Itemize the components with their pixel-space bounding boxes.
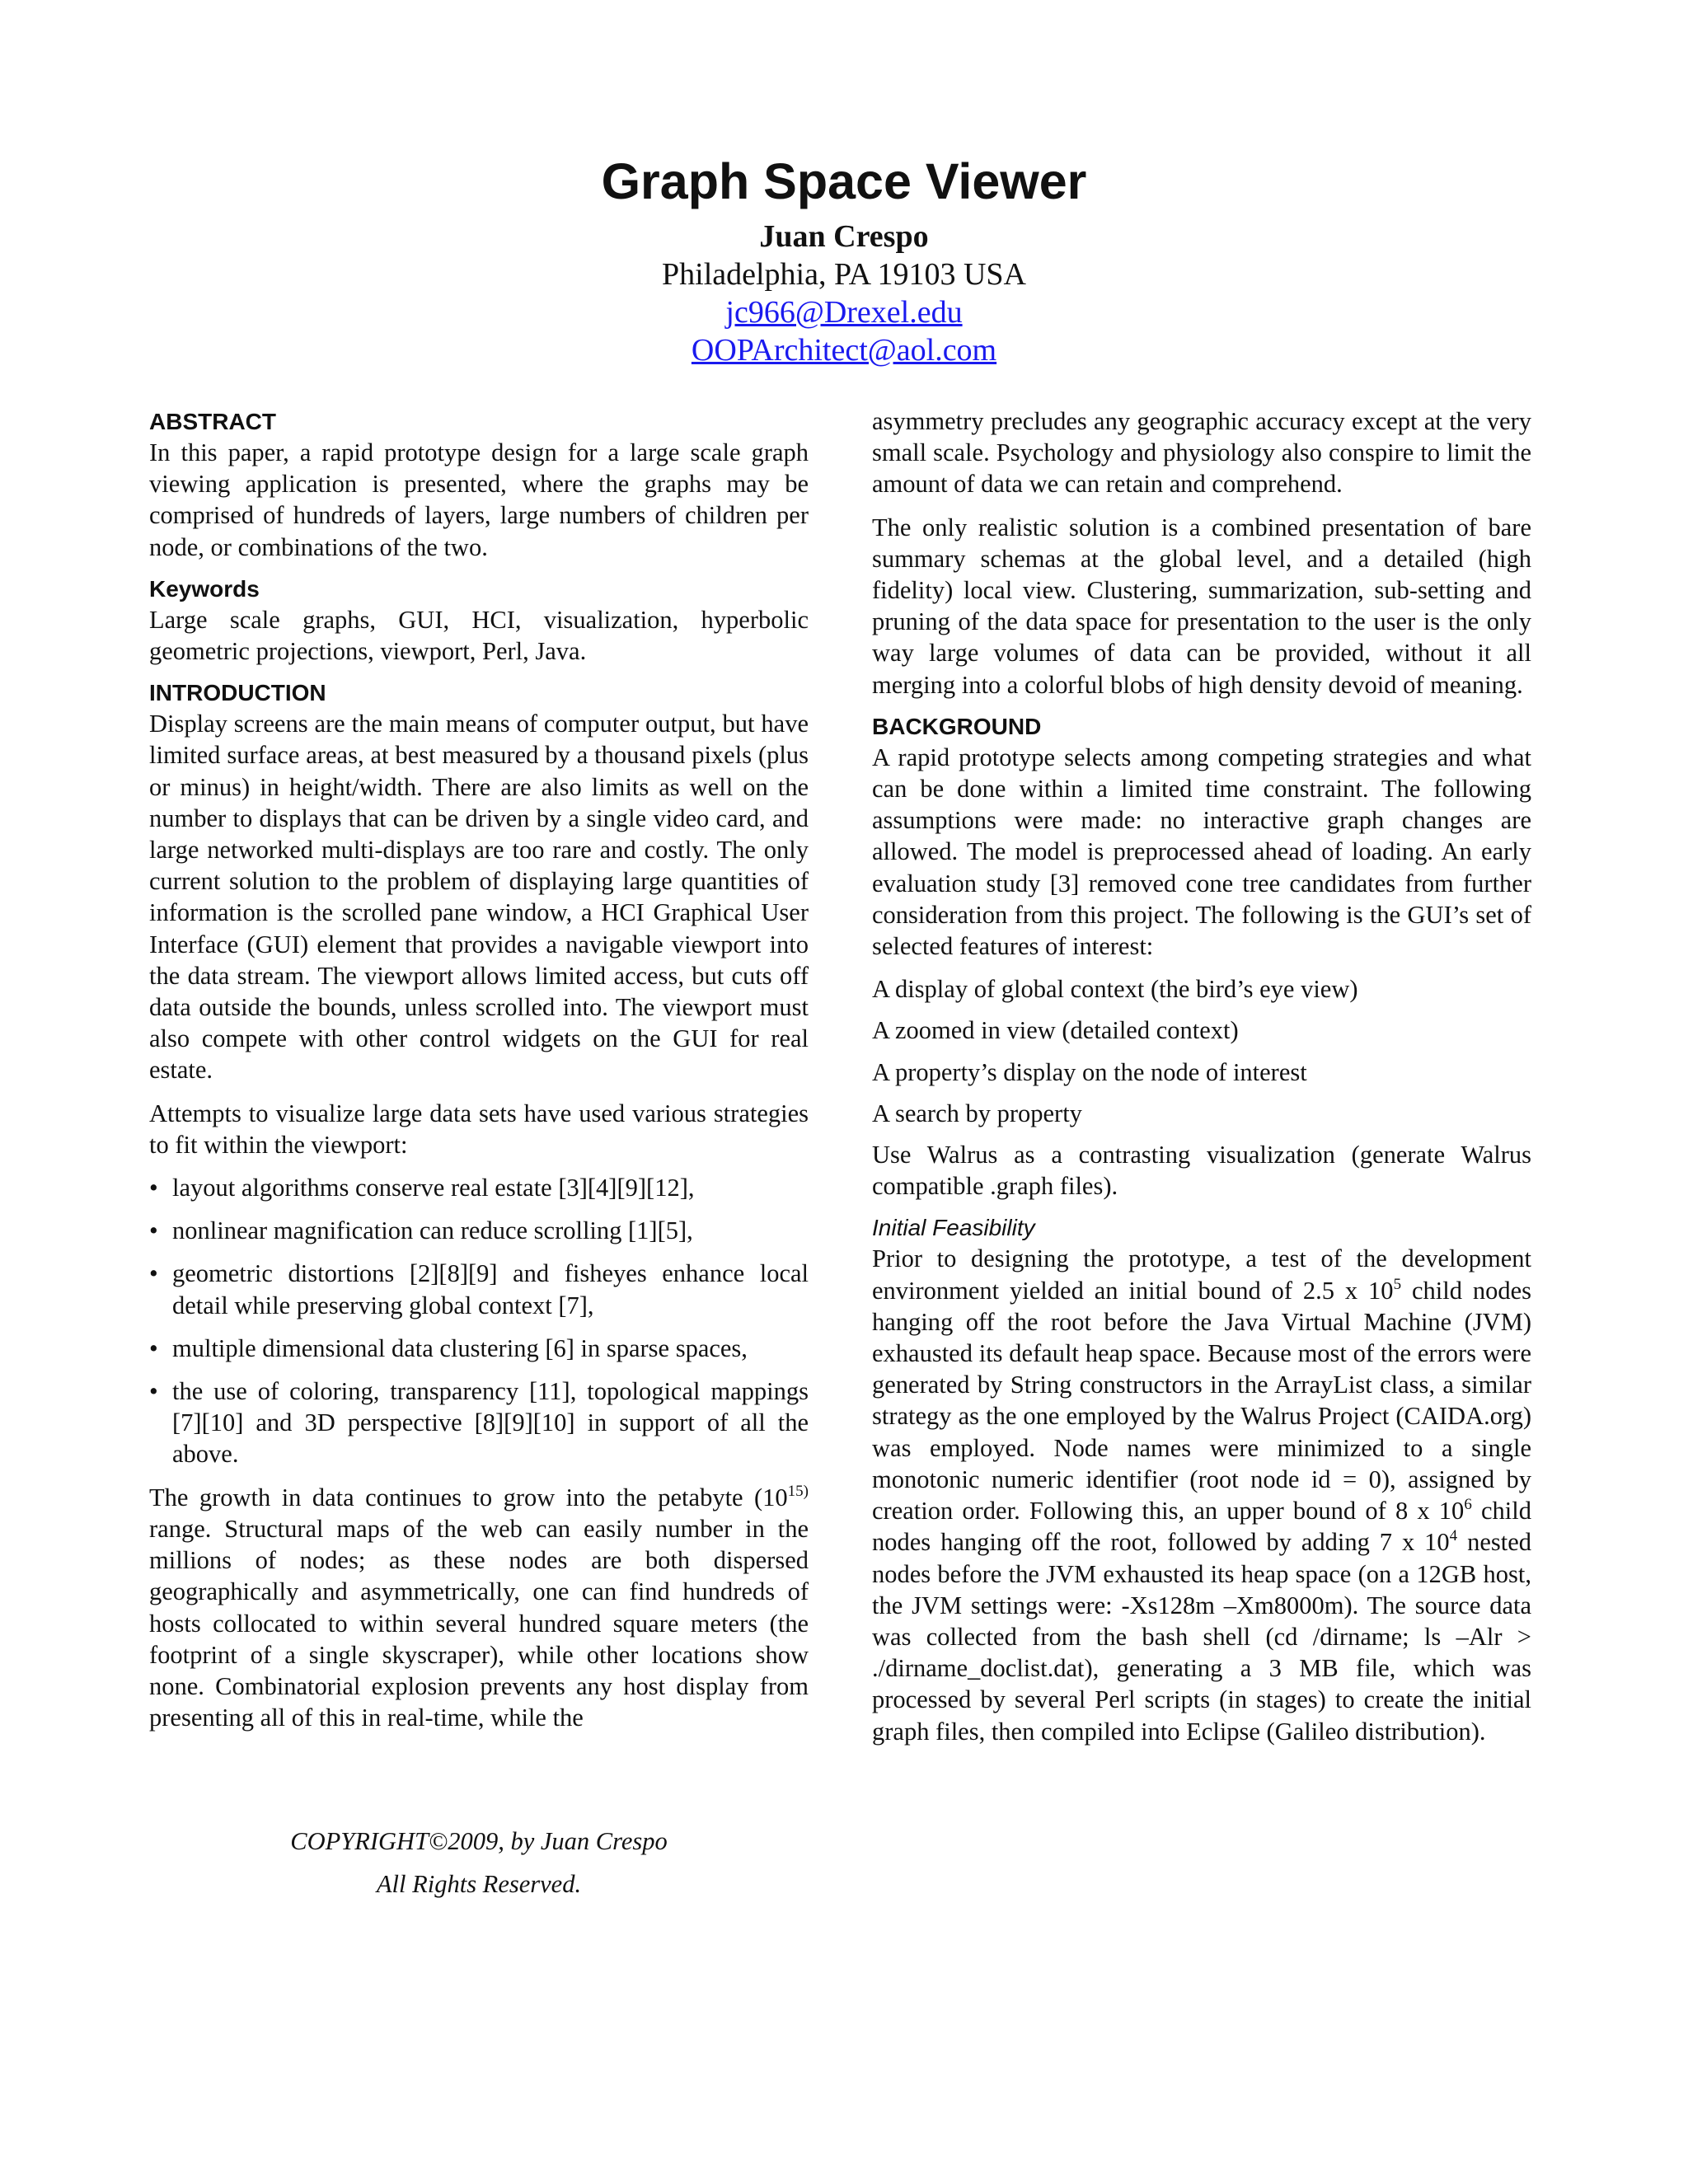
introduction-paragraph-1: Display screens are the main means of computer output, but have limited surface areas, at best measured by a thousand pixels (plus or minus) in height/width. There are also limits as well on the number to displays that can be driven by a single video card, and large networked multi-displays are too rare and costly. The only current solution to the problem of displaying large quantities of information is the scrolled pane window, a HCI Graphical User Interface (GUI) element that provides a navigable viewport into the data stream. The viewport allows limited access, but cuts off data outside the bounds, unless scrolled into. The viewport must also compete with other control widgets on the GUI for real estate.	[149, 710, 809, 1085]
paper-title: Graph Space Viewer	[601, 153, 1087, 209]
email-link-aol[interactable]: OOPArchitect@aol.com	[691, 333, 997, 368]
list-item: • layout algorithms conserve real estate [3][4][9][12],	[149, 1172, 809, 1203]
introduction-paragraph-4: asymmetry precludes any geographic accuracy except at the very small scale. Psychology and physiology also conspire to limit the amount of data we can retain and comprehend.	[872, 407, 1531, 499]
copyright-notice	[149, 1820, 809, 1905]
list-item: • the use of coloring, transparency [11], topological mappings [7][10] and 3D perspective [8][9][10] in support of all the above.	[149, 1376, 809, 1470]
feature-item: A search by property	[872, 1099, 1082, 1127]
right-column	[872, 405, 1531, 1759]
list-item: • nonlinear magnification can reduce scrolling [1][5],	[149, 1215, 809, 1246]
paper-header	[0, 147, 1688, 369]
left-column	[149, 407, 809, 1745]
abstract-text: In this paper, a rapid prototype design for a large scale graph viewing application is presented, where the graphs may be comprised of hundreds of layers, large numbers of children per node, or combinations of the two.	[149, 438, 809, 561]
keywords-text: Large scale graphs, GUI, HCI, visualization, hyperbolic geometric projections, viewport, Perl, Java.	[149, 605, 809, 666]
introduction-paragraph-2: Attempts to visualize large data sets have used various strategies to fit within the viewport:	[149, 1099, 809, 1159]
background-heading: BACKGROUND	[872, 713, 1042, 739]
introduction-paragraph-5: The only realistic solution is a combined presentation of bare summary schemas at the global level, and a detailed (high fidelity) local view. Clustering, summarization, sub-setting and pruning of the data space for presentation to the user is the only way large volumes of data can be provided, without it all merging into a colorful blobs of high density devoid of meaning.	[872, 513, 1531, 699]
rights-line: All Rights Reserved.	[376, 1870, 582, 1898]
strategy-list	[149, 1172, 809, 1470]
author-address: Philadelphia, PA 19103 USA	[662, 257, 1026, 292]
list-item: • multiple dimensional data clustering [6] in sparse spaces,	[149, 1333, 809, 1364]
feature-item: A display of global context (the bird’s eye view)	[872, 975, 1358, 1004]
feature-item: Use Walrus as a contrasting visualization (generate Walrus compatible .graph files).	[872, 1141, 1531, 1201]
author-name: Juan Crespo	[759, 219, 929, 254]
copyright-line: COPYRIGHT©2009, by Juan Crespo	[290, 1827, 668, 1855]
feasibility-paragraph: Prior to designing the prototype, a test of the development environment yielded an initial bound of 2.5 x $10^5$ child nodes hanging off the root before the Java Virtual Machine (JVM) exhausted its default heap space. Because most of the errors were generated by String constructors in the ArrayList class, a similar strategy as the one employed by the Walrus Project (CAIDA.org) was employed. Node names were minimized to a single monotonic numeric identifier (root node id = 0), assigned by creation order. Following this, an upper bound of 8 x $10^6$ child nodes hanging off the root, followed by adding 7 x $10^4$ nested nodes before the JVM exhausted its heap space (on a 12GB host, the JVM settings were: -Xs128m –Xm8000m). The source data was collected from the bash shell (cd /dirname; ls –Alr > ./dirname_doclist.dat), generating a 3 MB file, which was processed by several Perl scripts (in stages) to create the initial graph files, then compiled into Eclipse (Galileo distribution).	[872, 1244, 1531, 1746]
keywords-heading: Keywords	[149, 575, 260, 602]
introduction-paragraph-3: The growth in data continues to grow into the petabyte (10$^{15)}$ range. Structural maps of the web can easily number in the millions of nodes; as these nodes are both dispersed geographically and asymmetrically, one can find hundreds of hosts collocated to within several hundred square meters (the footprint of a single skyscraper), while other locations show none. Combinatorial explosion prevents any host display from presenting all of this in real-time, while the	[149, 1482, 809, 1732]
feature-item: A zoomed in view (detailed context)	[872, 1016, 1239, 1045]
feasibility-heading: Initial Feasibility	[872, 1215, 1035, 1241]
email-link-drexel[interactable]: jc966@Drexel.edu	[725, 295, 963, 330]
feature-item: A property’s display on the node of interest	[872, 1057, 1307, 1086]
introduction-heading: INTRODUCTION	[149, 680, 326, 706]
list-item: • geometric distortions [2][8][9] and fisheyes enhance local detail while preserving global context [7],	[149, 1258, 809, 1320]
abstract-heading: ABSTRACT	[149, 409, 276, 434]
background-paragraph-1: A rapid prototype selects among competing strategies and what can be done within a limited time constraint. The following assumptions were made: no interactive graph changes are allowed. The model is preprocessed ahead of loading. An early evaluation study [3] removed cone tree candidates from further consideration from this project. The following is the GUI’s set of selected features of interest:	[872, 743, 1531, 961]
